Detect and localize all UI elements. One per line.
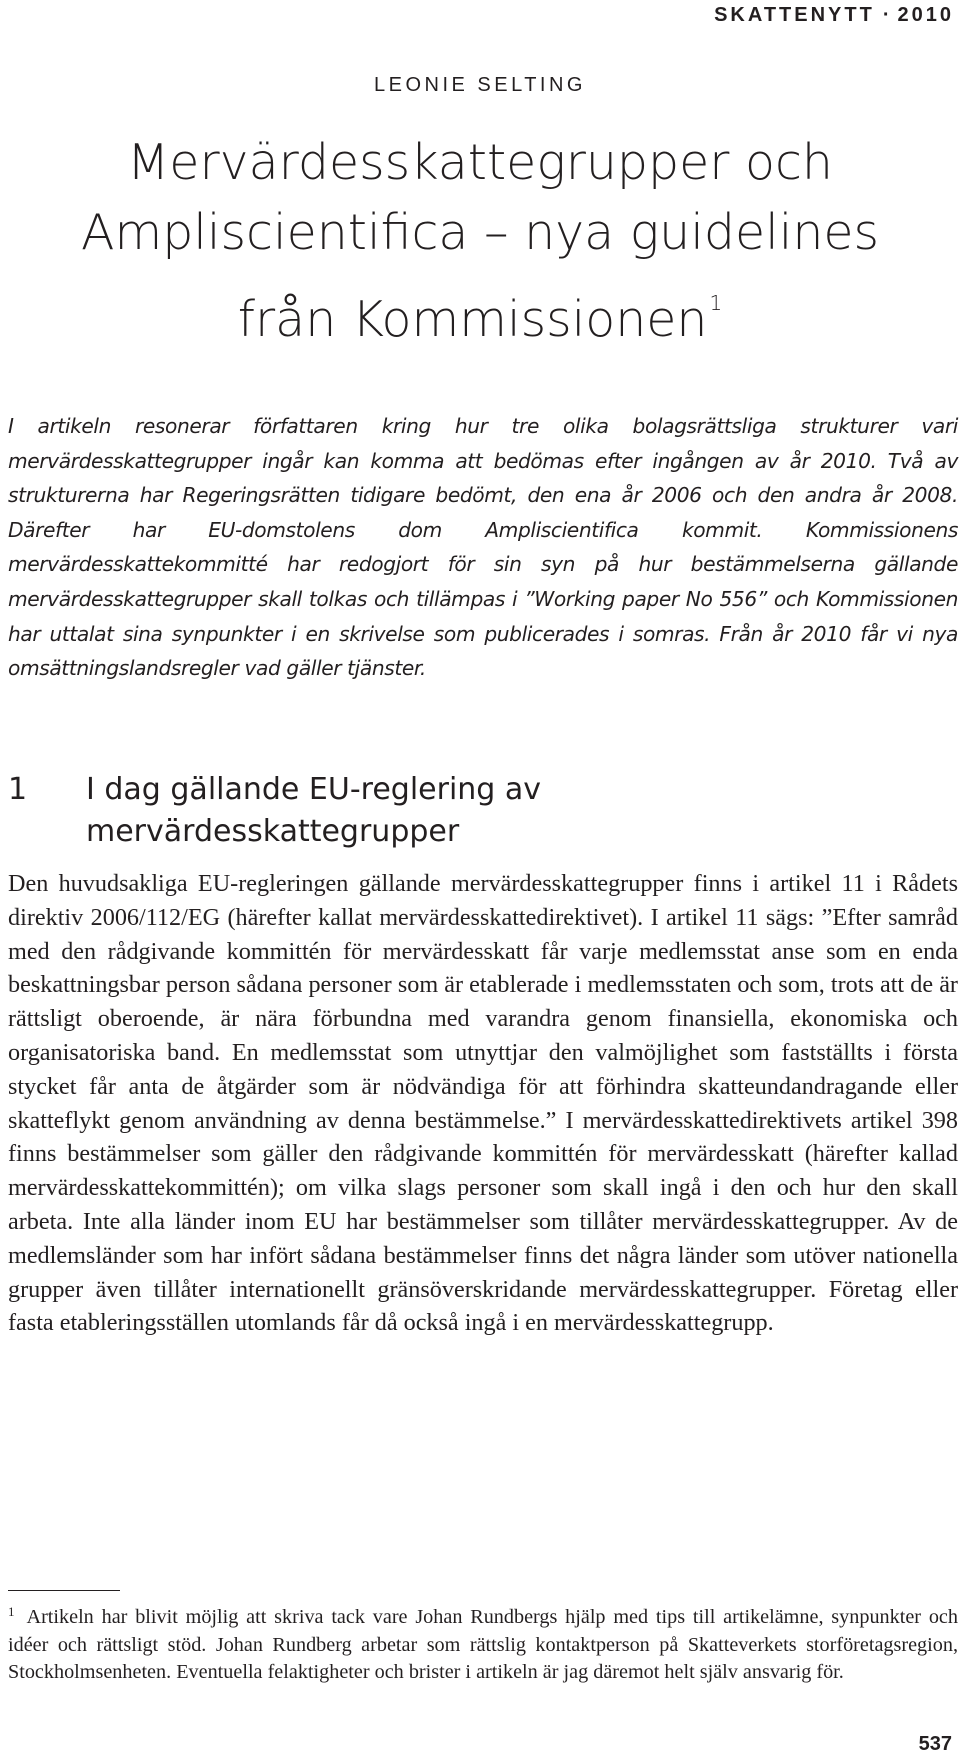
body-paragraph: Den huvudsakliga EU-regleringen gällande mervärdesskattegrupper finns i artikel 11 i Rådets direktiv 2006/112/EG (härefter kallat mervärdesskattedirektivet). I artikel 11 sägs: ”Efter samråd med den rådgivande kommittén för mervärdesskatt får varje medlemsstat anse som en enda beskattningsbar person sådana personer som är etablerade i medlemsstaten och som, trots att de är rättsligt oberoende, är nära förbundna med varandra genom finansiella, ekonomiska och organisatoriska band. En medlemsstat som utnyttjar den valmöjlighet som fastställts i första stycket får anta de åtgärder som är nödvändiga för att förhindra skatteundandragande eller skatteflykt genom användning av denna bestämmelse.” I mervärdesskattedirektivets artikel 398 finns bestämmelser som gäller den rådgivande kommittén för mervärdesskatt (härefter kallad mervärdesskattekommittén); om vilka slags personer som skall ingå i den och hur den skall arbeta. Inte alla länder inom EU har bestämmelser som tillåter mervärdesskattegrupper. Av de medlemsländer som har infört sådana bestämmelser finns det några länder som utöver nationella grupper även tillåter internationellt gränsöverskridande mervärdesskattegrupper. Företag eller fasta etableringsställen utomlands får då också ingå i en mervärdesskattegrupp. [8,870,958,1337]
running-head [714,4,954,27]
title-line-2: Ampliscientifica – nya guidelines [80,204,880,261]
title-line-3-text: från Kommissionen [237,291,708,348]
page-number: 537 [918,1733,952,1755]
footnote [8,1598,958,1687]
title-line-3 [0,268,960,355]
journal-year: 2010 [897,4,954,26]
journal-name: SKATTENYTT [714,4,875,26]
article-title [0,128,960,355]
abstract: I artikeln resonerar författaren kring hur tre olika bolagsrättsliga strukturer vari mervärdesskattegrupper ingår kan komma att bedömas efter ingången av år 2010. Två av strukturerna har Regeringsrätten tidigare bedömt, den ena år 2006 och den andra år 2008. Därefter har EU-domstolens dom Ampliscientifica kommit. Kommissionens mervärdesskattekommitté har redogjort för sin syn på hur bestämmelserna gällande mervärdesskattegrupper skall tolkas och tillämpas i ”Working paper No 556” och Kommissionen har uttalat sina synpunkter i en skrivelse som publicerades i somras. Från år 2010 får vi nya omsättningslandsregler vad gäller tjänster. [8,414,958,681]
footnote-divider [8,1590,120,1591]
footnote-text: Artikeln har blivit möjlig att skriva tack vare Johan Rundbergs hjälp med tips till artikelämne, synpunkter och idéer och rättsligt stöd. Johan Rundberg arbetar som rättslig kontaktperson på Skatteverkets storföretagsregion, Stockholmsenheten. Eventuella felaktigheter och brister i artikeln är jag däremot helt själv ansvarig för. [8,1606,958,1684]
title-footnote-marker[interactable]: 1 [709,291,723,315]
footnote-marker: 1 [8,1604,15,1619]
running-head-separator: · [882,4,890,26]
author-name: LEONIE SELTING [373,74,586,96]
section-title: I dag gällande EU-reglering av mervärdesskattegrupper [86,772,542,849]
title-line-1: Mervärdesskattegrupper och [127,134,833,191]
section-heading [8,769,958,853]
section-number: 1 [8,772,28,807]
